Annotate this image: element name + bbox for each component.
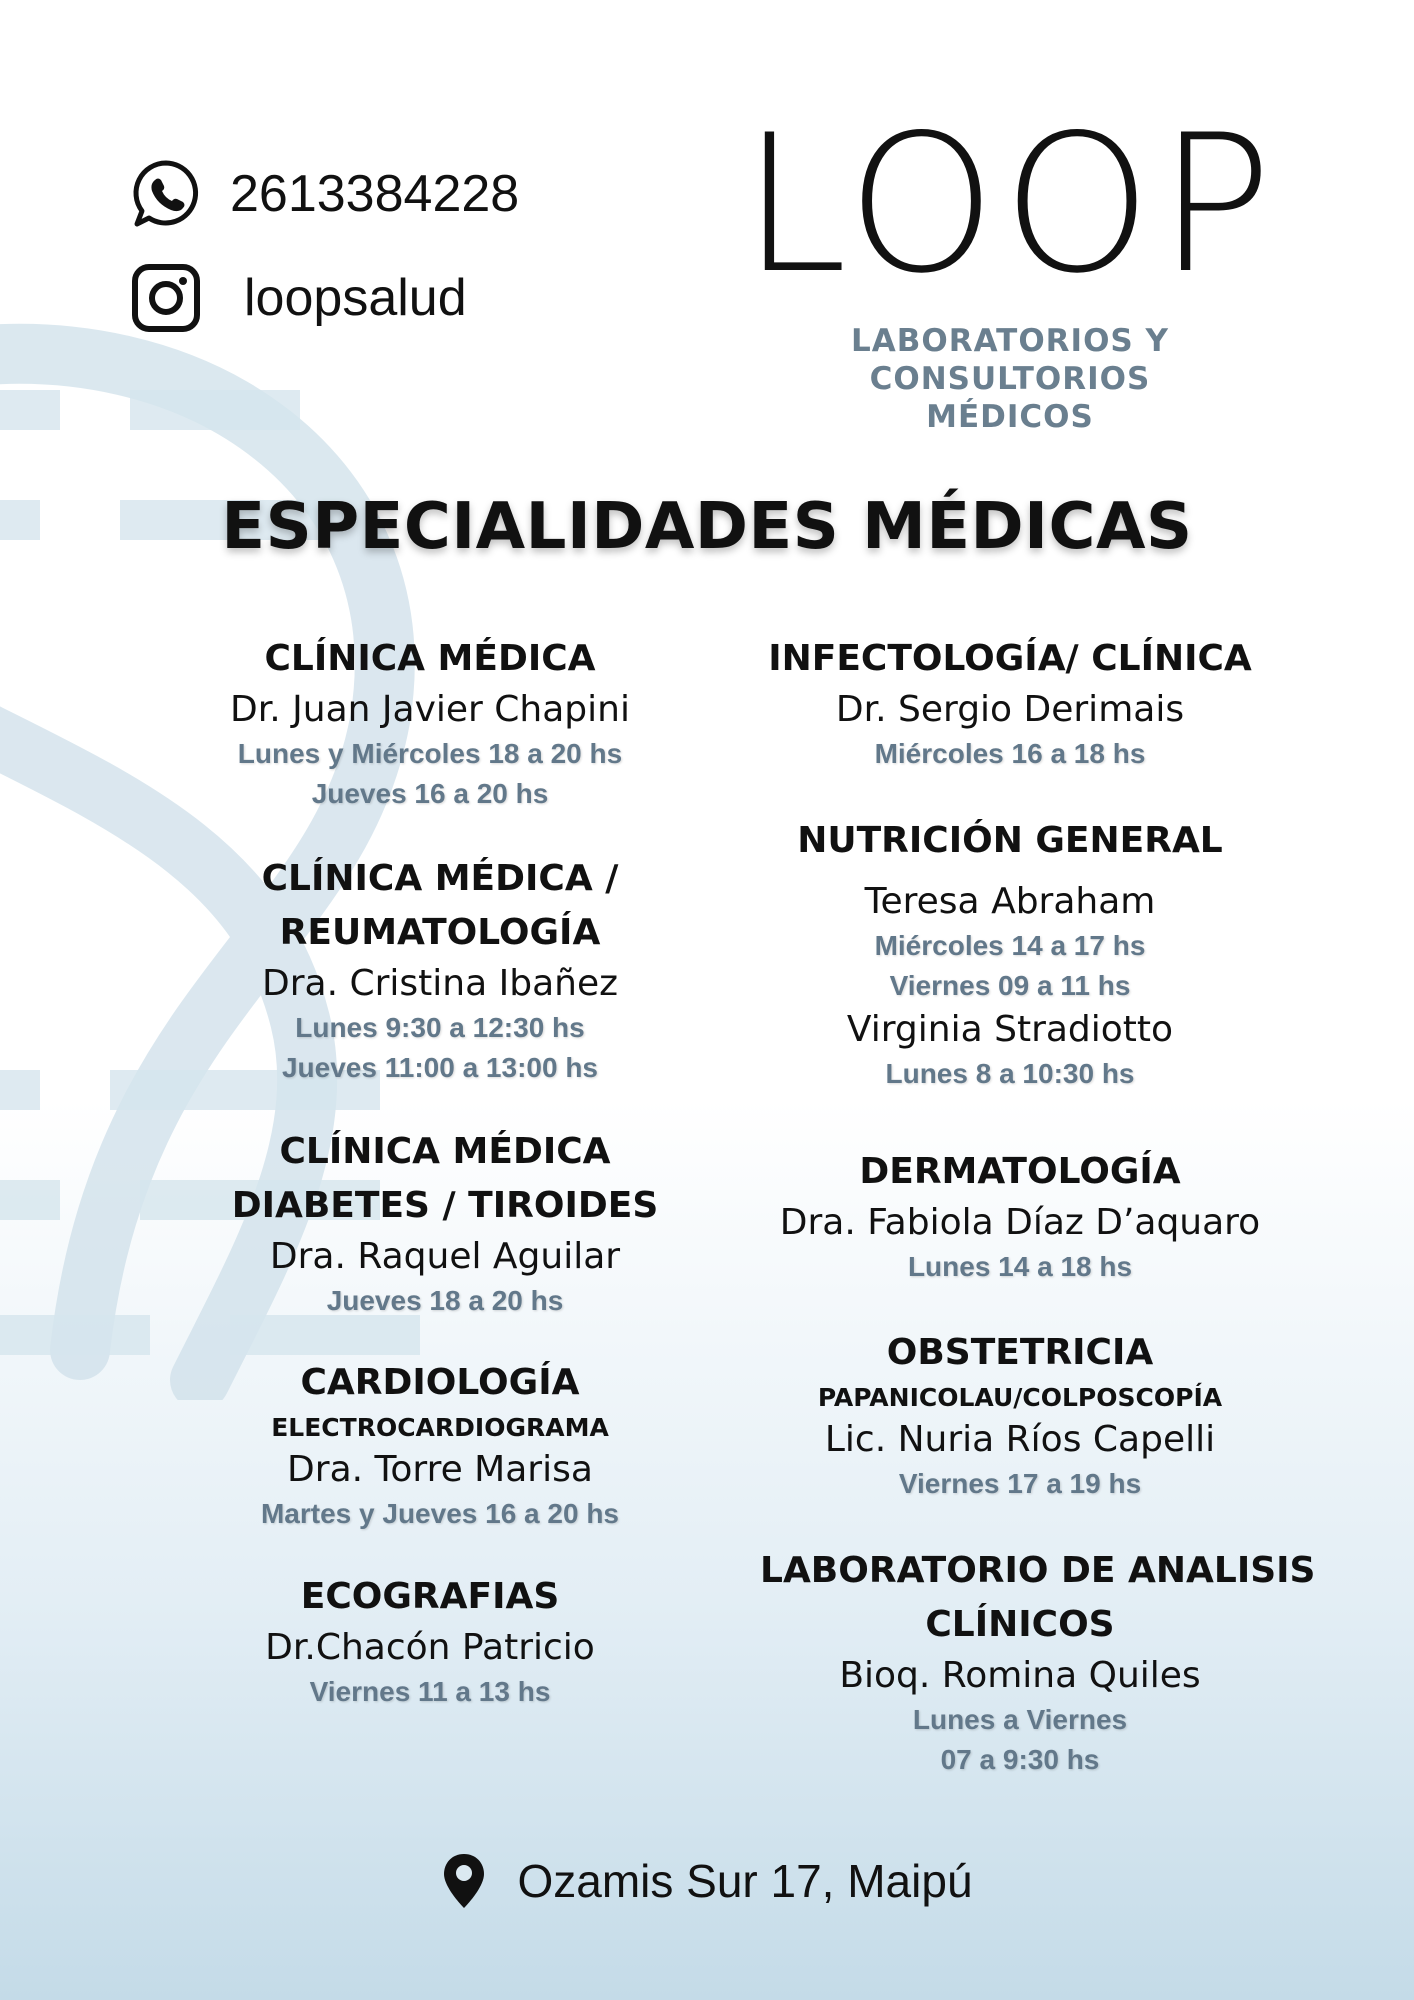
doctor-name: Dr.Chacón Patricio (265, 1627, 595, 1668)
instagram-handle: loopsalud (244, 269, 467, 327)
page-title: ESPECIALIDADES MÉDICAS (221, 490, 1193, 564)
phone-number: 2613384228 (230, 165, 520, 223)
logo-subtitle-line: MÉDICOS (926, 399, 1094, 435)
specialty-subheading: ELECTROCARDIOGRAMA (271, 1413, 609, 1442)
specialty-cardiologia (200, 1356, 680, 1534)
phone-contact[interactable] (130, 158, 519, 230)
specialty-dermatologia (760, 1145, 1280, 1287)
instagram-contact[interactable] (130, 262, 467, 334)
schedule: Lunes 8 a 10:30 hs (885, 1058, 1135, 1089)
doctor-name: Dra. Raquel Aguilar (269, 1236, 621, 1277)
specialty-infectologia (760, 632, 1260, 774)
doctor-name: Dra. Torre Marisa (287, 1449, 593, 1490)
specialty-heading: DIABETES / TIROIDES (231, 1185, 659, 1226)
specialty-ecografias (200, 1570, 660, 1712)
specialty-clinica-reumatologia (200, 852, 680, 1088)
specialty-heading: ECOGRAFIAS (300, 1576, 560, 1617)
specialty-clinica-diabetes (200, 1125, 690, 1321)
specialty-heading: OBSTETRICIA (886, 1332, 1154, 1373)
loop-logo (730, 94, 1290, 436)
specialty-clinica-medica (200, 632, 660, 814)
schedule: Martes y Jueves 16 a 20 hs (260, 1498, 619, 1529)
specialty-heading: REUMATOLOGÍA (279, 912, 601, 953)
whatsapp-icon (130, 158, 202, 230)
schedule: Miércoles 16 a 18 hs (874, 738, 1146, 769)
doctor-name: Teresa Abraham (864, 881, 1156, 922)
doctor-name: Dr. Juan Javier Chapini (230, 689, 630, 730)
specialty-heading: DERMATOLOGÍA (859, 1151, 1181, 1192)
doctor-name: Virginia Stradiotto (846, 1009, 1174, 1050)
specialty-heading: CLÍNICOS (925, 1604, 1115, 1645)
schedule: Miércoles 14 a 17 hs (874, 930, 1146, 961)
address-text: Ozamis Sur 17, Maipú (517, 1855, 973, 1907)
schedule: Lunes a Viernes (912, 1704, 1128, 1735)
specialty-heading: LABORATORIO DE ANALISIS (760, 1550, 1316, 1591)
logo-subtitle-line: LABORATORIOS Y (850, 323, 1169, 359)
schedule: Jueves 11:00 a 13:00 hs (281, 1052, 598, 1083)
specialty-heading: NUTRICIÓN GENERAL (797, 820, 1223, 861)
schedule: Viernes 11 a 13 hs (309, 1676, 551, 1707)
schedule: Lunes 9:30 a 12:30 hs (295, 1012, 585, 1043)
specialty-heading: INFECTOLOGÍA/ CLÍNICA (768, 638, 1252, 679)
specialty-nutricion (760, 814, 1260, 1094)
logo-subtitle-line: CONSULTORIOS (869, 361, 1151, 397)
specialty-heading: CLÍNICA MÉDICA (264, 638, 596, 679)
schedule: Viernes 17 a 19 hs (898, 1468, 1142, 1499)
schedule: Lunes y Miércoles 18 a 20 hs (237, 738, 623, 769)
doctor-name: Lic. Nuria Ríos Capelli (824, 1419, 1216, 1460)
logo-wordmark: LOOP (741, 94, 1279, 315)
doctor-name: Dra. Cristina Ibañez (262, 963, 618, 1004)
specialty-obstetricia (760, 1326, 1280, 1504)
schedule: Lunes 14 a 18 hs (907, 1251, 1133, 1282)
location-pin-icon (441, 1852, 487, 1910)
specialty-heading: CLÍNICA MÉDICA (279, 1131, 611, 1172)
specialty-heading: CARDIOLOGÍA (300, 1362, 580, 1403)
address[interactable] (0, 1852, 1414, 1910)
specialty-laboratorio (760, 1544, 1316, 1780)
instagram-icon (130, 262, 202, 334)
schedule: Jueves 16 a 20 hs (311, 778, 549, 809)
logo-subtitle (730, 322, 1290, 436)
specialty-heading: CLÍNICA MÉDICA / (261, 858, 619, 899)
doctor-name: Dra. Fabiola Díaz D’aquaro (779, 1202, 1261, 1243)
schedule: 07 a 9:30 hs (940, 1744, 1100, 1775)
schedule: Viernes 09 a 11 hs (889, 970, 1131, 1001)
doctor-name: Bioq. Romina Quiles (839, 1655, 1201, 1696)
schedule: Jueves 18 a 20 hs (326, 1285, 564, 1316)
specialty-subheading: PAPANICOLAU/COLPOSCOPÍA (817, 1383, 1223, 1412)
doctor-name: Dr. Sergio Derimais (835, 689, 1185, 730)
